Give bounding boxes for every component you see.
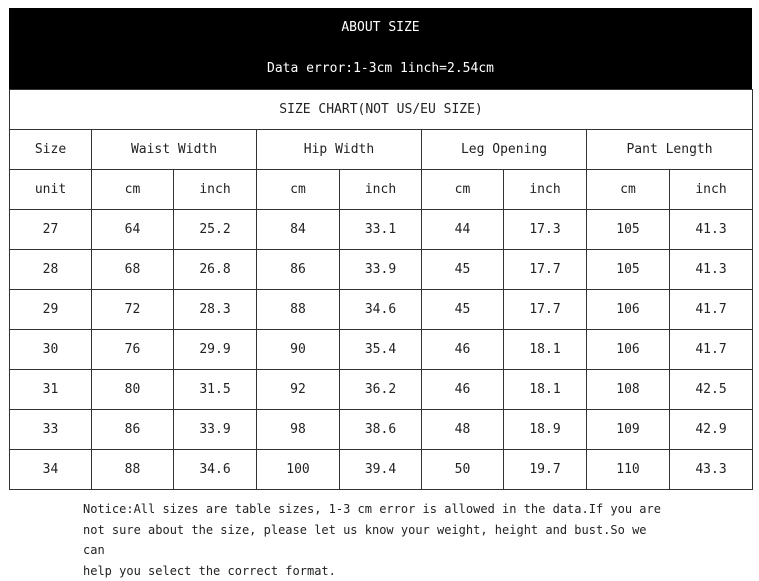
table-cell: 43.3 (670, 450, 753, 490)
table-cell: 26.8 (174, 250, 257, 290)
table-cell: 41.3 (670, 250, 753, 290)
table-cell: 41.7 (670, 290, 753, 330)
table-row (10, 370, 753, 410)
table-cell: 27 (10, 210, 92, 250)
table-cell: 45 (422, 290, 504, 330)
table-cell: 44 (422, 210, 504, 250)
table-cell: 25.2 (174, 210, 257, 250)
table-cell: 64 (92, 210, 174, 250)
table-cell: 98 (257, 410, 340, 450)
table-cell: 72 (92, 290, 174, 330)
table-cell: 80 (92, 370, 174, 410)
table-cell: 29.9 (174, 330, 257, 370)
header-banner (9, 8, 752, 90)
unit-cell: inch (340, 170, 422, 210)
table-cell: 31.5 (174, 370, 257, 410)
table-cell: 29 (10, 290, 92, 330)
table-cell: 34.6 (174, 450, 257, 490)
header-title: ABOUT SIZE (9, 20, 752, 35)
table-cell: 68 (92, 250, 174, 290)
unit-cell: cm (92, 170, 174, 210)
table-cell: 36.2 (340, 370, 422, 410)
notice-line: Notice:All sizes are table sizes, 1-3 cm error is allowed in the data.If you are (83, 499, 663, 520)
table-cell: 33.9 (174, 410, 257, 450)
unit-row (10, 170, 753, 210)
table-cell: 33.1 (340, 210, 422, 250)
unit-cell: cm (257, 170, 340, 210)
table-cell: 105 (587, 250, 670, 290)
table-cell: 76 (92, 330, 174, 370)
table-cell: 17.7 (504, 250, 587, 290)
table-row (10, 250, 753, 290)
table-cell: 110 (587, 450, 670, 490)
header-subtitle: Data error:1-3cm 1inch=2.54cm (9, 61, 752, 76)
header-waist-width: Waist Width (92, 130, 257, 170)
table-cell: 42.5 (670, 370, 753, 410)
table-cell: 106 (587, 330, 670, 370)
table-cell: 38.6 (340, 410, 422, 450)
table-cell: 88 (92, 450, 174, 490)
table-cell: 92 (257, 370, 340, 410)
header-hip-width: Hip Width (257, 130, 422, 170)
table-cell: 33.9 (340, 250, 422, 290)
unit-cell: inch (504, 170, 587, 210)
table-cell: 84 (257, 210, 340, 250)
table-cell: 39.4 (340, 450, 422, 490)
table-cell: 31 (10, 370, 92, 410)
table-cell: 30 (10, 330, 92, 370)
table-cell: 34.6 (340, 290, 422, 330)
table-cell: 90 (257, 330, 340, 370)
notice-line: not sure about the size, please let us know your weight, height and bust.So we can (83, 520, 663, 561)
table-cell: 33 (10, 410, 92, 450)
table-cell: 109 (587, 410, 670, 450)
table-cell: 86 (92, 410, 174, 450)
table-cell: 45 (422, 250, 504, 290)
header-size: Size (10, 130, 92, 170)
size-chart-table (9, 89, 753, 490)
notice-text (83, 499, 663, 581)
unit-cell: cm (422, 170, 504, 210)
table-cell: 100 (257, 450, 340, 490)
table-cell: 105 (587, 210, 670, 250)
table-cell: 48 (422, 410, 504, 450)
table-cell: 18.9 (504, 410, 587, 450)
unit-cell: inch (670, 170, 753, 210)
header-pant-length: Pant Length (587, 130, 753, 170)
table-cell: 18.1 (504, 370, 587, 410)
table-cell: 28 (10, 250, 92, 290)
table-cell: 19.7 (504, 450, 587, 490)
table-cell: 86 (257, 250, 340, 290)
unit-cell: unit (10, 170, 92, 210)
table-cell: 46 (422, 370, 504, 410)
table-row (10, 290, 753, 330)
table-cell: 34 (10, 450, 92, 490)
table-cell: 41.7 (670, 330, 753, 370)
table-cell: 18.1 (504, 330, 587, 370)
table-cell: 88 (257, 290, 340, 330)
table-cell: 41.3 (670, 210, 753, 250)
table-cell: 17.7 (504, 290, 587, 330)
table-cell: 108 (587, 370, 670, 410)
notice-line: help you select the correct format. (83, 561, 663, 581)
header-leg-opening: Leg Opening (422, 130, 587, 170)
table-cell: 46 (422, 330, 504, 370)
table-row (10, 450, 753, 490)
table-cell: 42.9 (670, 410, 753, 450)
size-chart-caption: SIZE CHART(NOT US/EU SIZE) (10, 90, 753, 130)
table-cell: 35.4 (340, 330, 422, 370)
table-cell: 28.3 (174, 290, 257, 330)
table-row (10, 410, 753, 450)
table-cell: 17.3 (504, 210, 587, 250)
table-row (10, 330, 753, 370)
table-cell: 106 (587, 290, 670, 330)
unit-cell: inch (174, 170, 257, 210)
table-row (10, 210, 753, 250)
table-cell: 50 (422, 450, 504, 490)
unit-cell: cm (587, 170, 670, 210)
